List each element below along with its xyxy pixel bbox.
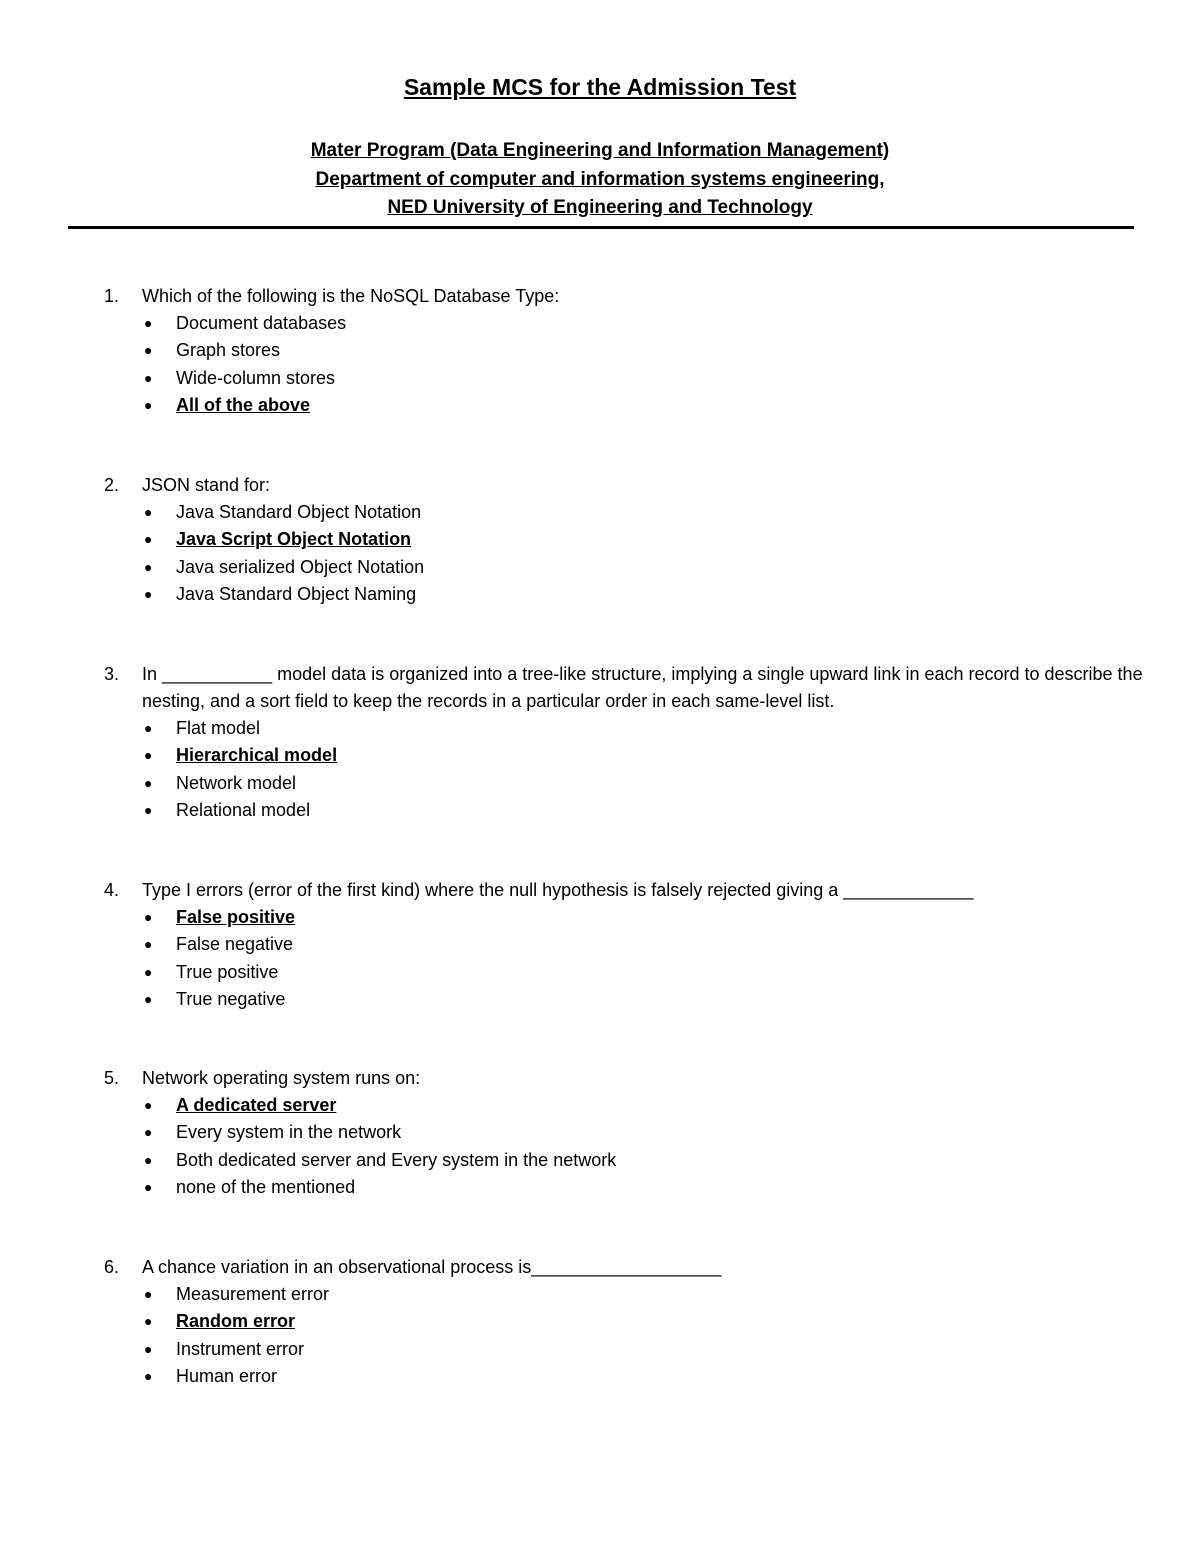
question-number: 3. xyxy=(104,664,120,684)
option-item xyxy=(104,1336,1144,1363)
bullet-icon: ● xyxy=(144,747,153,764)
option-item xyxy=(104,337,1144,364)
option-item xyxy=(104,1363,1144,1390)
option-item xyxy=(104,959,1144,986)
question-5 xyxy=(104,1065,1144,1202)
bullet-icon: ● xyxy=(144,1340,153,1357)
option-item xyxy=(104,904,1144,931)
option-item xyxy=(104,1174,1144,1201)
option-item xyxy=(104,581,1144,608)
correct-option-text: Hierarchical model xyxy=(176,745,338,766)
question-number: 2. xyxy=(104,475,120,495)
option-text: Relational model xyxy=(176,800,311,821)
university-name: NED University of Engineering and Technology xyxy=(387,197,813,218)
option-item xyxy=(104,1092,1144,1119)
bullet-icon: ● xyxy=(144,504,153,520)
question-text: In ___________ model data is organized into a tree-like structure, implying a single upward link in each record to describe the nesting, and a sort field to keep the records in a particular order in each same-level list. xyxy=(142,664,1143,711)
option-item xyxy=(104,770,1144,797)
option-text: Java serialized Object Notation xyxy=(176,556,425,577)
department-name: Department of computer and information systems engineering, xyxy=(315,169,885,190)
correct-option-text: Java Script Object Notation xyxy=(176,529,412,550)
option-text: True positive xyxy=(176,961,279,982)
option-item xyxy=(104,797,1144,824)
bullet-icon: ● xyxy=(144,397,153,414)
question-1 xyxy=(104,283,1144,420)
option-text: Measurement error xyxy=(176,1284,330,1304)
option-text: Wide-column stores xyxy=(176,367,336,388)
bullet-icon: ● xyxy=(144,802,153,819)
bullet-icon: ● xyxy=(144,1151,153,1168)
bullet-icon: ● xyxy=(144,963,153,980)
option-text: Network model xyxy=(176,772,297,793)
question-4 xyxy=(104,877,1144,1014)
question-number: 6. xyxy=(104,1257,120,1277)
bullet-icon: ● xyxy=(144,936,153,953)
option-item xyxy=(104,499,1144,526)
bullet-icon: ● xyxy=(144,369,153,386)
option-item xyxy=(104,931,1144,958)
question-number: 4. xyxy=(104,880,120,900)
option-text: Java Standard Object Notation xyxy=(176,502,422,522)
option-text: True negative xyxy=(176,989,286,1010)
option-item xyxy=(104,1281,1144,1308)
bullet-icon: ● xyxy=(144,1286,153,1302)
option-text: Both dedicated server and Every system in the network xyxy=(176,1149,617,1170)
option-item xyxy=(104,392,1144,419)
options-list xyxy=(104,1281,1144,1391)
correct-option-text: False positive xyxy=(176,907,296,927)
bullet-icon: ● xyxy=(144,1313,153,1330)
option-text: Java Standard Object Naming xyxy=(176,584,417,605)
bullet-icon: ● xyxy=(144,1368,153,1385)
bullet-icon: ● xyxy=(144,342,153,359)
correct-option-text: Random error xyxy=(176,1311,296,1332)
option-text: Graph stores xyxy=(176,340,281,361)
option-item xyxy=(104,1308,1144,1335)
option-item xyxy=(104,526,1144,553)
bullet-icon: ● xyxy=(144,909,153,925)
bullet-icon: ● xyxy=(144,1179,153,1196)
options-list xyxy=(104,904,1144,1014)
question-text: A chance variation in an observational process is___________________ xyxy=(142,1257,722,1277)
option-item xyxy=(104,1147,1144,1174)
bullet-icon: ● xyxy=(144,315,153,331)
options-list xyxy=(104,1092,1144,1202)
options-list xyxy=(104,715,1144,825)
option-item xyxy=(104,310,1144,337)
bullet-icon: ● xyxy=(144,531,153,548)
option-text: False negative xyxy=(176,934,294,955)
options-list xyxy=(104,499,1144,609)
program-name: Mater Program (Data Engineering and Information Management) xyxy=(310,140,890,161)
question-2 xyxy=(104,472,1144,609)
header-divider xyxy=(68,226,1134,229)
question-number: 1. xyxy=(104,286,120,306)
options-list xyxy=(104,310,1144,420)
bullet-icon: ● xyxy=(144,774,153,791)
bullet-icon: ● xyxy=(144,558,153,575)
option-text: Instrument error xyxy=(176,1338,305,1359)
question-text: JSON stand for: xyxy=(142,475,271,495)
bullet-icon: ● xyxy=(144,1097,153,1113)
question-text: Type I errors (error of the first kind) where the null hypothesis is falsely rejected giving a _____________ xyxy=(142,880,974,900)
option-item xyxy=(104,365,1144,392)
bullet-icon: ● xyxy=(144,1124,153,1141)
question-text: Network operating system runs on: xyxy=(142,1068,421,1088)
bullet-icon: ● xyxy=(144,586,153,603)
question-3 xyxy=(104,661,1144,825)
question-6 xyxy=(104,1254,1144,1391)
option-item xyxy=(104,1119,1144,1146)
option-text: Human error xyxy=(176,1366,278,1387)
question-number: 5. xyxy=(104,1068,120,1088)
option-text: Document databases xyxy=(176,313,347,333)
option-item xyxy=(104,715,1144,742)
option-text: Every system in the network xyxy=(176,1122,402,1143)
question-text: Which of the following is the NoSQL Database Type: xyxy=(142,286,560,306)
bullet-icon: ● xyxy=(144,991,153,1008)
document-title: Sample MCS for the Admission Test xyxy=(403,74,797,100)
option-item xyxy=(104,986,1144,1013)
option-text: Flat model xyxy=(176,718,261,738)
correct-option-text: A dedicated server xyxy=(176,1095,337,1115)
option-text: none of the mentioned xyxy=(176,1177,356,1198)
bullet-icon: ● xyxy=(144,720,153,736)
correct-option-text: All of the above xyxy=(176,395,311,416)
option-item xyxy=(104,742,1144,769)
option-item xyxy=(104,554,1144,581)
